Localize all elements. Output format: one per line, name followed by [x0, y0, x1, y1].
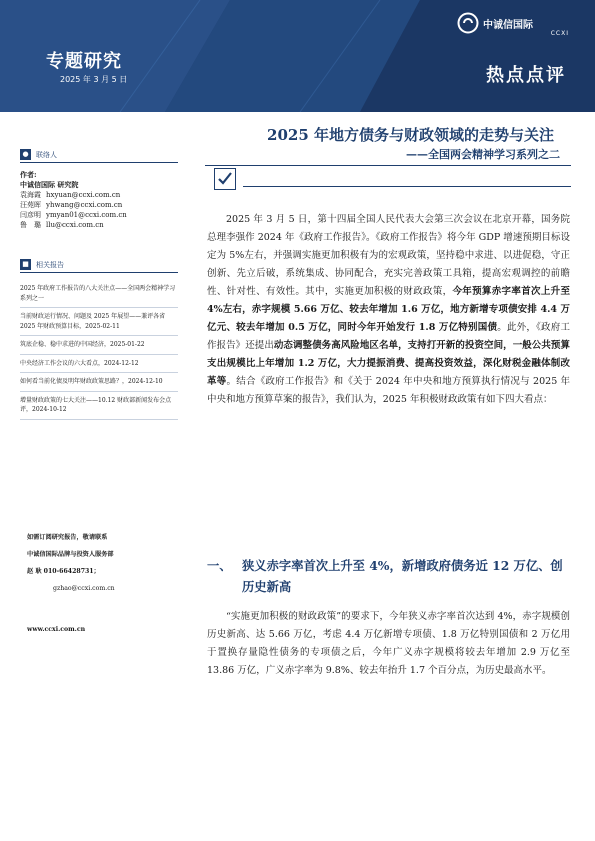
- related-section-header: [20, 258, 178, 272]
- divider: [20, 162, 178, 163]
- author-row: [20, 210, 178, 220]
- website-link[interactable]: www.ccxi.com.cn: [27, 626, 86, 633]
- author-name: 闫彦明: [20, 211, 41, 219]
- author-name: 袁海霞: [20, 191, 41, 199]
- author-row: [20, 220, 178, 230]
- header-banner: [0, 0, 595, 112]
- paragraph-text: 。此外，《政府工作报告》还提出: [207, 322, 570, 351]
- report-type: 专题研究: [46, 51, 122, 72]
- section-number: 一、: [207, 558, 232, 573]
- section-box-icon: [214, 168, 236, 190]
- author-list: [20, 170, 178, 230]
- paragraph-emphasis: 动态调整债务高风险地区名单，支持打开新的投资空间，一般公共预算支出规模比上年增加 1.2 万亿，大力提振消费、提高投资效益，深化财税金融体制改革等: [207, 340, 570, 387]
- contact-line: 如需订阅研究报告，敬请联系: [27, 534, 108, 541]
- related-report-item[interactable]: 2025 年政府工作报告的八大关注点——全国两会精神学习系列之一: [20, 280, 178, 308]
- related-report-item[interactable]: 增量财政政策的七大关注——10.12 财政部新闻发布会点评，2024-10-12: [20, 392, 178, 420]
- author-name: 鲁 璐: [20, 221, 41, 229]
- related-report-item[interactable]: 当前财政运行情况、问题及 2025 年展望——兼评各省 2025 年财政预算目标，2025-02-11: [20, 308, 178, 336]
- column-name: 热点点评: [486, 65, 566, 86]
- authors-title: 作者:: [20, 170, 37, 179]
- related-report-item[interactable]: 筑底企稳、稳中求进的中国经济，2025-01-22: [20, 336, 178, 355]
- report-subtitle: ——全国两会精神学习系列之二: [406, 148, 560, 161]
- contact-phone: 赵 耿 010-66428731；: [27, 568, 100, 575]
- author-row: [20, 190, 178, 200]
- author-email[interactable]: ymyan01@ccxi.com.cn: [46, 211, 127, 219]
- intro-paragraph: [207, 211, 570, 409]
- contact-email[interactable]: gzhao@ccxi.com.cn: [53, 585, 115, 592]
- paragraph-emphasis: 今年预算赤字率首次上升至 4%左右，赤字规模 5.66 万亿、较去年增加 1.6 万亿，地方新增专项债安排 4.4 万亿元、较去年增加 0.5 万亿，同时今年开始发行 1.8 万亿特别国债: [207, 286, 570, 333]
- report-date: 2025 年 3 月 5 日: [60, 75, 128, 84]
- paragraph-text: 2025 年 3 月 5 日，第十四届全国人民代表大会第三次会议在北京开幕，国务院总理李强作 2024 年《政府工作报告》。《政府工作报告》将今年 GDP 增速预期目标设定为 5%左右，并强调实施更加积极有为的宏观政策，坚持稳中求进、以进促稳，守正创新、先立后破，系统集成、协同配合，充实完善政策工具箱，提高宏观调控的前瞻性、针对性、有效性。其中，实施更加积极的财政政策，: [207, 214, 570, 297]
- related-report-item[interactable]: 如何看当前化债及明年财政政策思路？，2024-12-10: [20, 373, 178, 392]
- logo-text-cn: 中诚信国际: [483, 20, 533, 31]
- logo-text-en: CCXI: [550, 30, 569, 37]
- related-reports: [20, 258, 178, 420]
- sidebar: [20, 148, 178, 420]
- checkmark-icon: [215, 169, 234, 188]
- paragraph-text: 。结合《政府工作报告》和《关于 2024 年中央和地方预算执行情况与 2025 年中央和地方预算草案的报告》，我们认为，2025 年积极财政政策有如下四大看点：: [207, 376, 570, 405]
- divider: [243, 186, 571, 187]
- author-email[interactable]: yhwang@ccxi.com.cn: [46, 201, 123, 209]
- divider: [205, 165, 571, 166]
- ccxi-logo-mark-icon: [457, 12, 479, 34]
- author-name: 汪苑晖: [20, 201, 41, 209]
- contacts-section-header: [20, 148, 178, 162]
- author-row: [20, 200, 178, 210]
- contact-line: 中诚信国际品牌与投资人服务部: [27, 551, 114, 558]
- section-paragraph: “实施更加积极的财政政策”的要求下，今年狭义赤字率首次达到 4%，赤字规模创历史新高、达 5.66 万亿，考虑 4.4 万亿新增专项债、1.8 万亿特别国债和 2 万亿用于置换存量隐性债务的专项债之后，今年广义赤字规模将较去年增加 2.9 万亿至 13.86 万亿，广义赤字率为 9.8%、较去年抬升 1.7 个百分点，为历史最高水平。: [207, 611, 570, 676]
- divider: [20, 272, 178, 273]
- report-title: 2025 年地方债务与财政领域的走势与关注: [267, 126, 554, 144]
- section-heading-text: 狭义赤字率首次上升至 4%，新增政府债务近 12 万亿、创历史新高: [242, 558, 563, 594]
- author-email[interactable]: hxyuan@ccxi.com.cn: [46, 191, 121, 199]
- document-icon: ■: [20, 259, 31, 270]
- related-label: 相关报告: [36, 261, 64, 269]
- related-report-item[interactable]: 中央经济工作会议的六大看点，2024-12-12: [20, 355, 178, 374]
- subscription-contact: [27, 533, 177, 593]
- authors-org: 中诚信国际 研究院: [20, 180, 79, 189]
- contacts-label: 联络人: [36, 151, 57, 159]
- contact-person-icon: ●: [20, 149, 31, 160]
- author-email[interactable]: llu@ccxi.com.cn: [46, 221, 104, 229]
- ccxi-logo: [457, 12, 569, 42]
